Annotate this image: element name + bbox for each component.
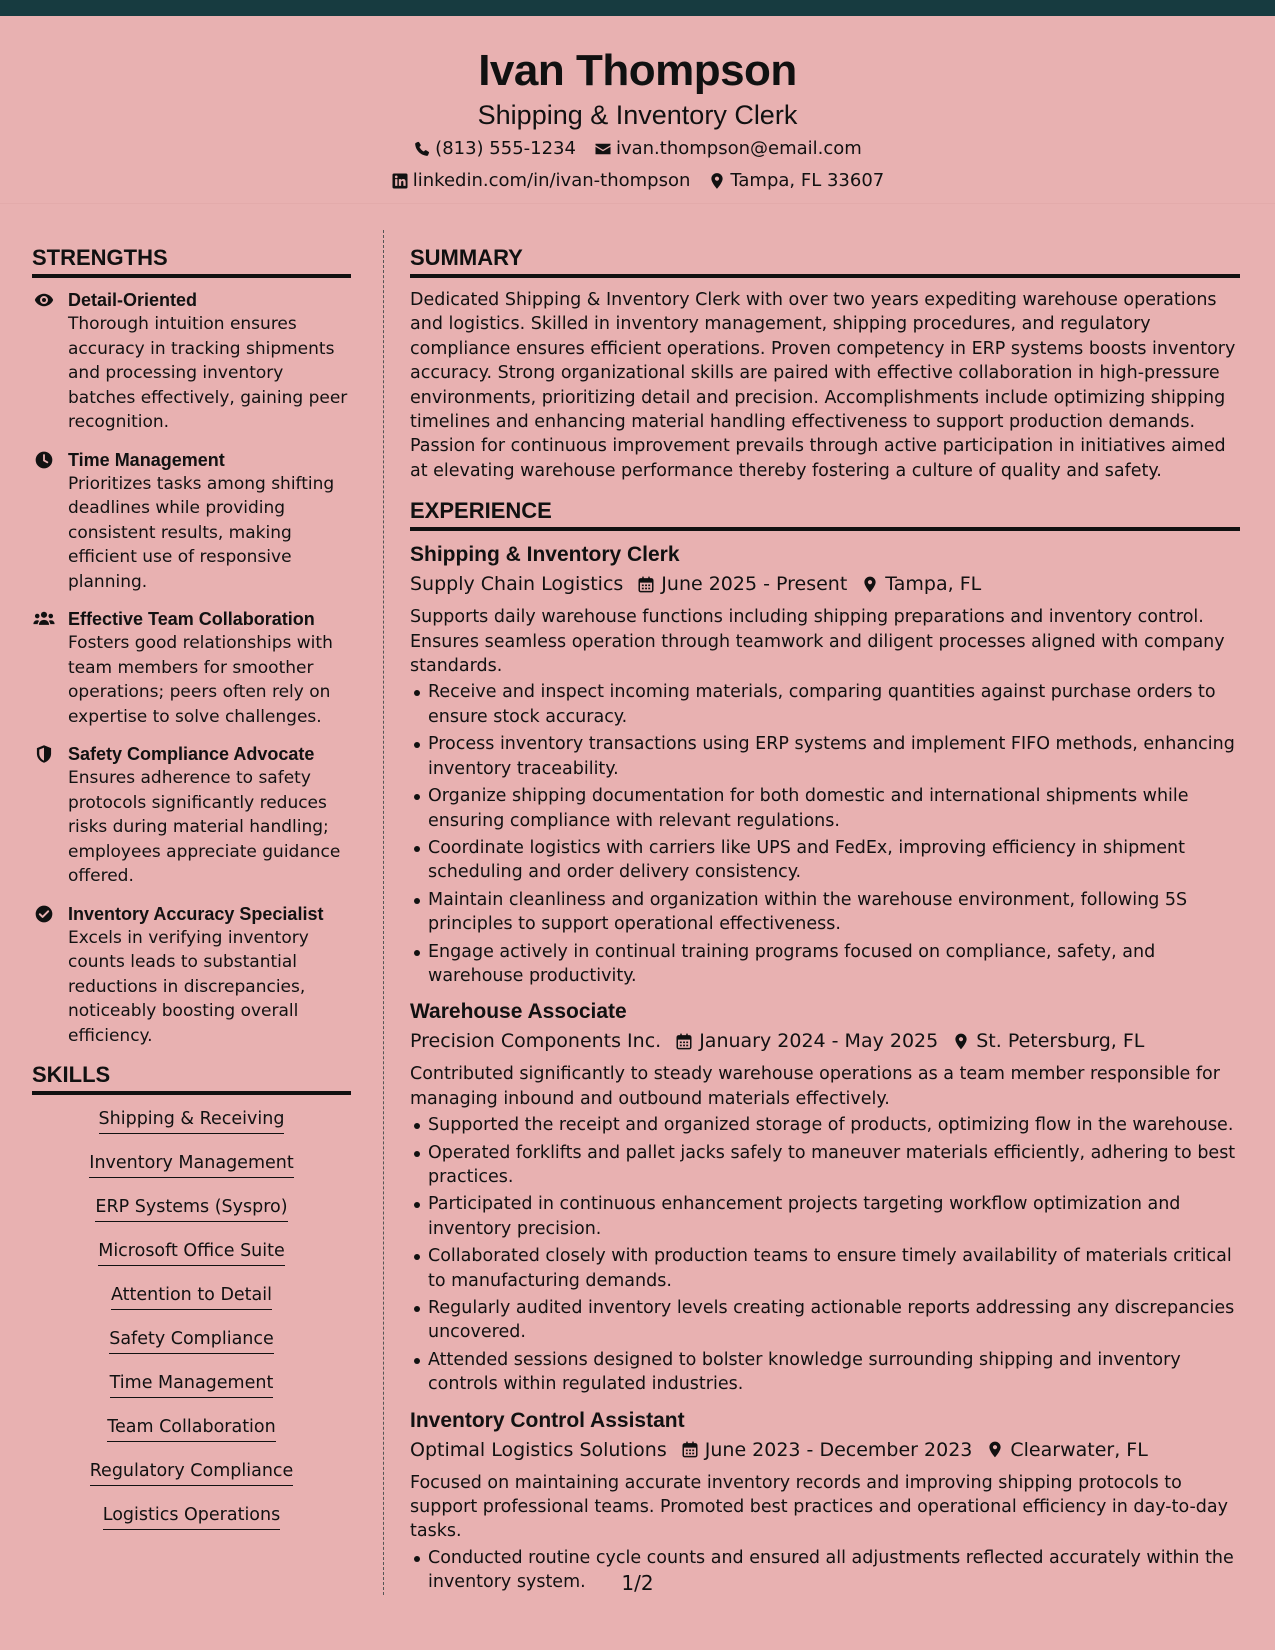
- job-company: Optimal Logistics Solutions: [410, 1438, 667, 1461]
- strength-description: Fosters good relationships with team members for smoother operations; peers often rely on expertise to solve challenges.: [68, 633, 333, 727]
- map-pin-icon: [986, 1440, 1004, 1459]
- job-bullet: Receive and inspect incoming materials, comparing quantities against purchase orders to ensure stock accuracy.: [410, 680, 1240, 729]
- eye-icon: [33, 290, 55, 310]
- job-meta: [410, 1026, 1240, 1056]
- contact-line-1: [0, 135, 1275, 163]
- job-location: Tampa, FL: [885, 573, 982, 596]
- resume-header: [0, 16, 1275, 204]
- skill-item: Safety Compliance: [109, 1327, 274, 1354]
- strength-title: Detail-Oriented: [68, 290, 198, 310]
- job-bullets: [410, 1113, 1240, 1396]
- right-column: [410, 244, 1240, 1605]
- summary-heading: SUMMARY: [410, 244, 1240, 278]
- job-location: Clearwater, FL: [1010, 1438, 1148, 1461]
- job-bullet: Attended sessions designed to bolster knowledge surrounding shipping and inventory controls within regulated industries.: [410, 1348, 1240, 1397]
- skill-item: Microsoft Office Suite: [98, 1239, 285, 1266]
- skill-item: ERP Systems (Syspro): [95, 1195, 287, 1222]
- job-bullet: Organize shipping documentation for both domestic and international shipments while ensuring compliance with relevant regulations.: [410, 784, 1240, 833]
- summary-text: Dedicated Shipping & Inventory Clerk with over two years expediting warehouse operations and logistics. Skilled in inventory management, shipping procedures, and regulatory compliance ensures efficient operations. Proven competency in ERP systems boosts inventory accuracy. Strong organizational skills are paired with effective collaboration in high-pressure environments, prioritizing detail and precision. Accomplishments include optimizing shipping timelines and enhancing material handling effectiveness to support production demands. Passion for continuous improvement prevails through active participation in initiatives aimed at elevating warehouse performance thereby fostering a culture of quality and safety.: [410, 290, 1236, 481]
- job-bullet: Regularly audited inventory levels creating actionable reports addressing any discrepancies uncovered.: [410, 1296, 1240, 1345]
- summary-section: [410, 244, 1240, 483]
- phone-text: (813) 555-1234: [435, 138, 576, 159]
- strength-description: Ensures adherence to safety protocols significantly reduces risks during material handling; employees appreciate guidance offered.: [68, 768, 341, 886]
- email-text: ivan.thompson@email.com: [615, 138, 862, 159]
- linkedin-contact: [391, 167, 691, 195]
- skill-item: Regulatory Compliance: [90, 1459, 294, 1486]
- job-dates: June 2023 - December 2023: [704, 1438, 973, 1461]
- skill-item: Time Management: [110, 1371, 274, 1398]
- strength-description: Excels in verifying inventory counts leads to substantial reductions in discrepancies, noticeably boosting overall efficiency.: [68, 927, 309, 1046]
- check-circle-icon: [33, 904, 55, 924]
- strength-item: [32, 448, 351, 595]
- map-pin-icon: [952, 1032, 970, 1051]
- strength-title: Time Management: [68, 449, 225, 470]
- location-contact: [708, 167, 884, 195]
- left-column: [32, 244, 351, 1547]
- clock-icon: [33, 450, 55, 470]
- column-divider: [383, 230, 384, 1595]
- skill-item: Inventory Management: [89, 1151, 293, 1178]
- job-role: Inventory Control Assistant: [410, 1408, 685, 1432]
- top-accent-bar: [0, 0, 1275, 16]
- job-bullet: Participated in continuous enhancement projects targeting workflow optimization and inventory precision.: [410, 1192, 1240, 1241]
- job-bullet: Engage actively in continual training programs focused on compliance, safety, and warehouse productivity.: [410, 940, 1240, 989]
- linkedin-text: linkedin.com/in/ivan-thompson: [412, 170, 691, 191]
- job-description: Supports daily warehouse functions including shipping preparations and inventory control. Ensures seamless operation through teamwork and diligent processes aligned with company standards.: [410, 607, 1225, 677]
- users-icon: [33, 609, 55, 629]
- strength-title: Effective Team Collaboration: [68, 609, 315, 629]
- strength-item: [32, 288, 351, 435]
- job-meta: [410, 1435, 1240, 1465]
- envelope-icon: [594, 140, 612, 158]
- map-pin-icon: [861, 575, 879, 594]
- strength-item: [32, 607, 351, 729]
- candidate-title: Shipping & Inventory Clerk: [477, 100, 798, 130]
- job-bullet: Collaborated closely with production teams to ensure timely availability of materials critical to manufacturing demands.: [410, 1244, 1240, 1293]
- skill-item: Logistics Operations: [103, 1503, 280, 1530]
- strength-description: Prioritizes tasks among shifting deadlines while providing consistent results, making efficient use of responsive planning.: [68, 473, 335, 592]
- job-bullet: Process inventory transactions using ERP systems and implement FIFO methods, enhancing inventory traceability.: [410, 732, 1240, 781]
- skills-heading: SKILLS: [32, 1061, 351, 1095]
- job-meta: [410, 569, 1240, 599]
- job-dates: June 2025 - Present: [661, 573, 848, 596]
- job-role: Warehouse Associate: [410, 1000, 627, 1024]
- job-entry: [410, 541, 1240, 988]
- job-bullets: [410, 680, 1240, 988]
- job-role: Shipping & Inventory Clerk: [410, 543, 680, 567]
- skill-item: Attention to Detail: [111, 1283, 272, 1310]
- shield-icon: [33, 744, 55, 764]
- linkedin-icon: [391, 172, 409, 190]
- job-company: Precision Components Inc.: [410, 1030, 662, 1053]
- skills-list: [32, 1107, 351, 1547]
- calendar-icon: [637, 575, 655, 594]
- contact-line-2: [0, 167, 1275, 195]
- calendar-icon: [681, 1440, 699, 1459]
- strength-item: [32, 902, 351, 1049]
- experience-heading: EXPERIENCE: [410, 497, 1240, 531]
- job-bullet: Supported the receipt and organized storage of products, optimizing flow in the warehouse.: [410, 1113, 1240, 1137]
- strength-title: Inventory Accuracy Specialist: [68, 903, 324, 924]
- strength-description: Thorough intuition ensures accuracy in tracking shipments and processing inventory batches effectively, gaining peer recognition.: [68, 314, 348, 432]
- strengths-section: [32, 244, 351, 1048]
- job-bullet: Conducted routine cycle counts and ensured all adjustments reflected accurately within the inventory system.: [410, 1546, 1240, 1595]
- job-entry: [410, 998, 1240, 1396]
- job-location: St. Petersburg, FL: [976, 1030, 1145, 1053]
- job-company: Supply Chain Logistics: [410, 573, 624, 596]
- job-dates: January 2024 - May 2025: [699, 1030, 939, 1053]
- email-contact: [594, 135, 862, 163]
- job-bullet: Maintain cleanliness and organization within the warehouse environment, following 5S principles to support operational effectiveness.: [410, 888, 1240, 937]
- calendar-icon: [675, 1032, 693, 1051]
- phone-icon: [413, 140, 431, 158]
- job-entry: [410, 1407, 1240, 1595]
- map-pin-icon: [708, 172, 726, 190]
- candidate-name: Ivan Thompson: [478, 46, 797, 95]
- strength-title: Safety Compliance Advocate: [68, 744, 315, 764]
- strength-item: [32, 742, 351, 889]
- job-bullet: Operated forklifts and pallet jacks safely to maneuver materials efficiently, adhering to best practices.: [410, 1141, 1240, 1190]
- skills-section: [32, 1061, 351, 1547]
- job-description: Contributed significantly to steady warehouse operations as a team member responsible for managing inbound and outbound materials effectively.: [410, 1064, 1220, 1109]
- strengths-heading: STRENGTHS: [32, 244, 351, 278]
- skill-item: Team Collaboration: [107, 1415, 275, 1442]
- job-bullet: Coordinate logistics with carriers like UPS and FedEx, improving efficiency in shipment scheduling and order delivery consistency.: [410, 836, 1240, 885]
- page-number: 1/2: [621, 1571, 654, 1595]
- skill-item: Shipping & Receiving: [99, 1107, 285, 1134]
- job-description: Focused on maintaining accurate inventory records and improving shipping protocols to support professional teams. Promoted best practices and operational efficiency in day-to-day tasks.: [410, 1472, 1228, 1542]
- location-text: Tampa, FL 33607: [730, 170, 885, 191]
- phone-contact: [413, 135, 576, 163]
- experience-section: [410, 497, 1240, 1594]
